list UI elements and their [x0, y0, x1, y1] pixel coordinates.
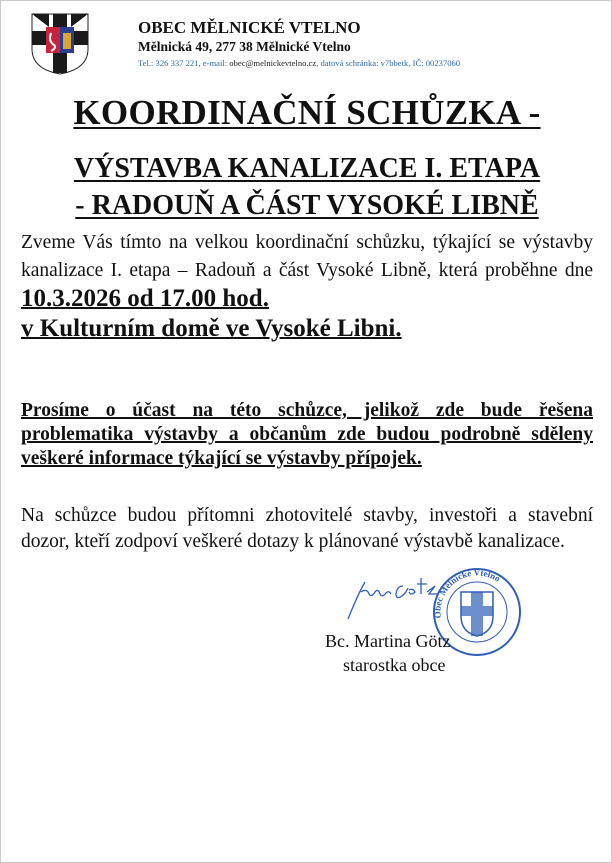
organization-address: Mělnická 49, 277 38 Mělnické Vtelno: [138, 39, 351, 54]
meeting-datetime: 10.3.2026 od 17.00 hod.: [21, 285, 269, 312]
meeting-place: v Kulturním domě ve Vysoké Libni.: [21, 315, 402, 342]
contact-databox-id: , datová schránka: v7bbetk, IČ: 00237060: [316, 58, 461, 68]
handwritten-signature: [343, 564, 443, 624]
contact-email: obec@melnickevtelno.cz: [229, 58, 317, 68]
contact-phone: Tel.: 326 337 221, e-mail:: [138, 58, 230, 68]
signatory-name: Bc. Martina Götz: [325, 631, 451, 651]
organization-name: OBEC MĚLNICKÉ VTELNO: [138, 18, 361, 37]
attendees-paragraph: Na schůzce budou přítomni zhotovitelé stavby, investoři a stavební dozor, kteří zodpoví veškeré dotazy k plánované výstavbě kanalizace.: [21, 505, 593, 552]
document-subtitle-line2: - RADOUŇ A ČÁST VYSOKÉ LIBNĚ: [75, 190, 539, 221]
attendance-request-paragraph: Prosíme o účast na této schůzce, jelikož zde bude řešena problematika výstavby a občanům zde budou podrobně sděleny veškeré informace týkající se výstavby přípojek.: [21, 400, 593, 469]
organization-contact: [138, 58, 460, 68]
invitation-paragraph: [21, 229, 593, 345]
municipal-crest-logo: [31, 13, 89, 75]
signatory-role: starostka obce: [343, 655, 446, 675]
stamp-text: Obec Mělnické Vtelno: [432, 567, 503, 619]
document-title: KOORDINAČNÍ SCHŮZKA -: [73, 93, 541, 132]
document-subtitle-line1: VÝSTAVBA KANALIZACE I. ETAPA: [73, 153, 541, 184]
invitation-text: Zveme Vás tímto na velkou koordinační schůzku, týkající se výstavby kanalizace I. etapa – Radouň a část Vysoké Libně, která proběhne dne: [21, 232, 593, 281]
